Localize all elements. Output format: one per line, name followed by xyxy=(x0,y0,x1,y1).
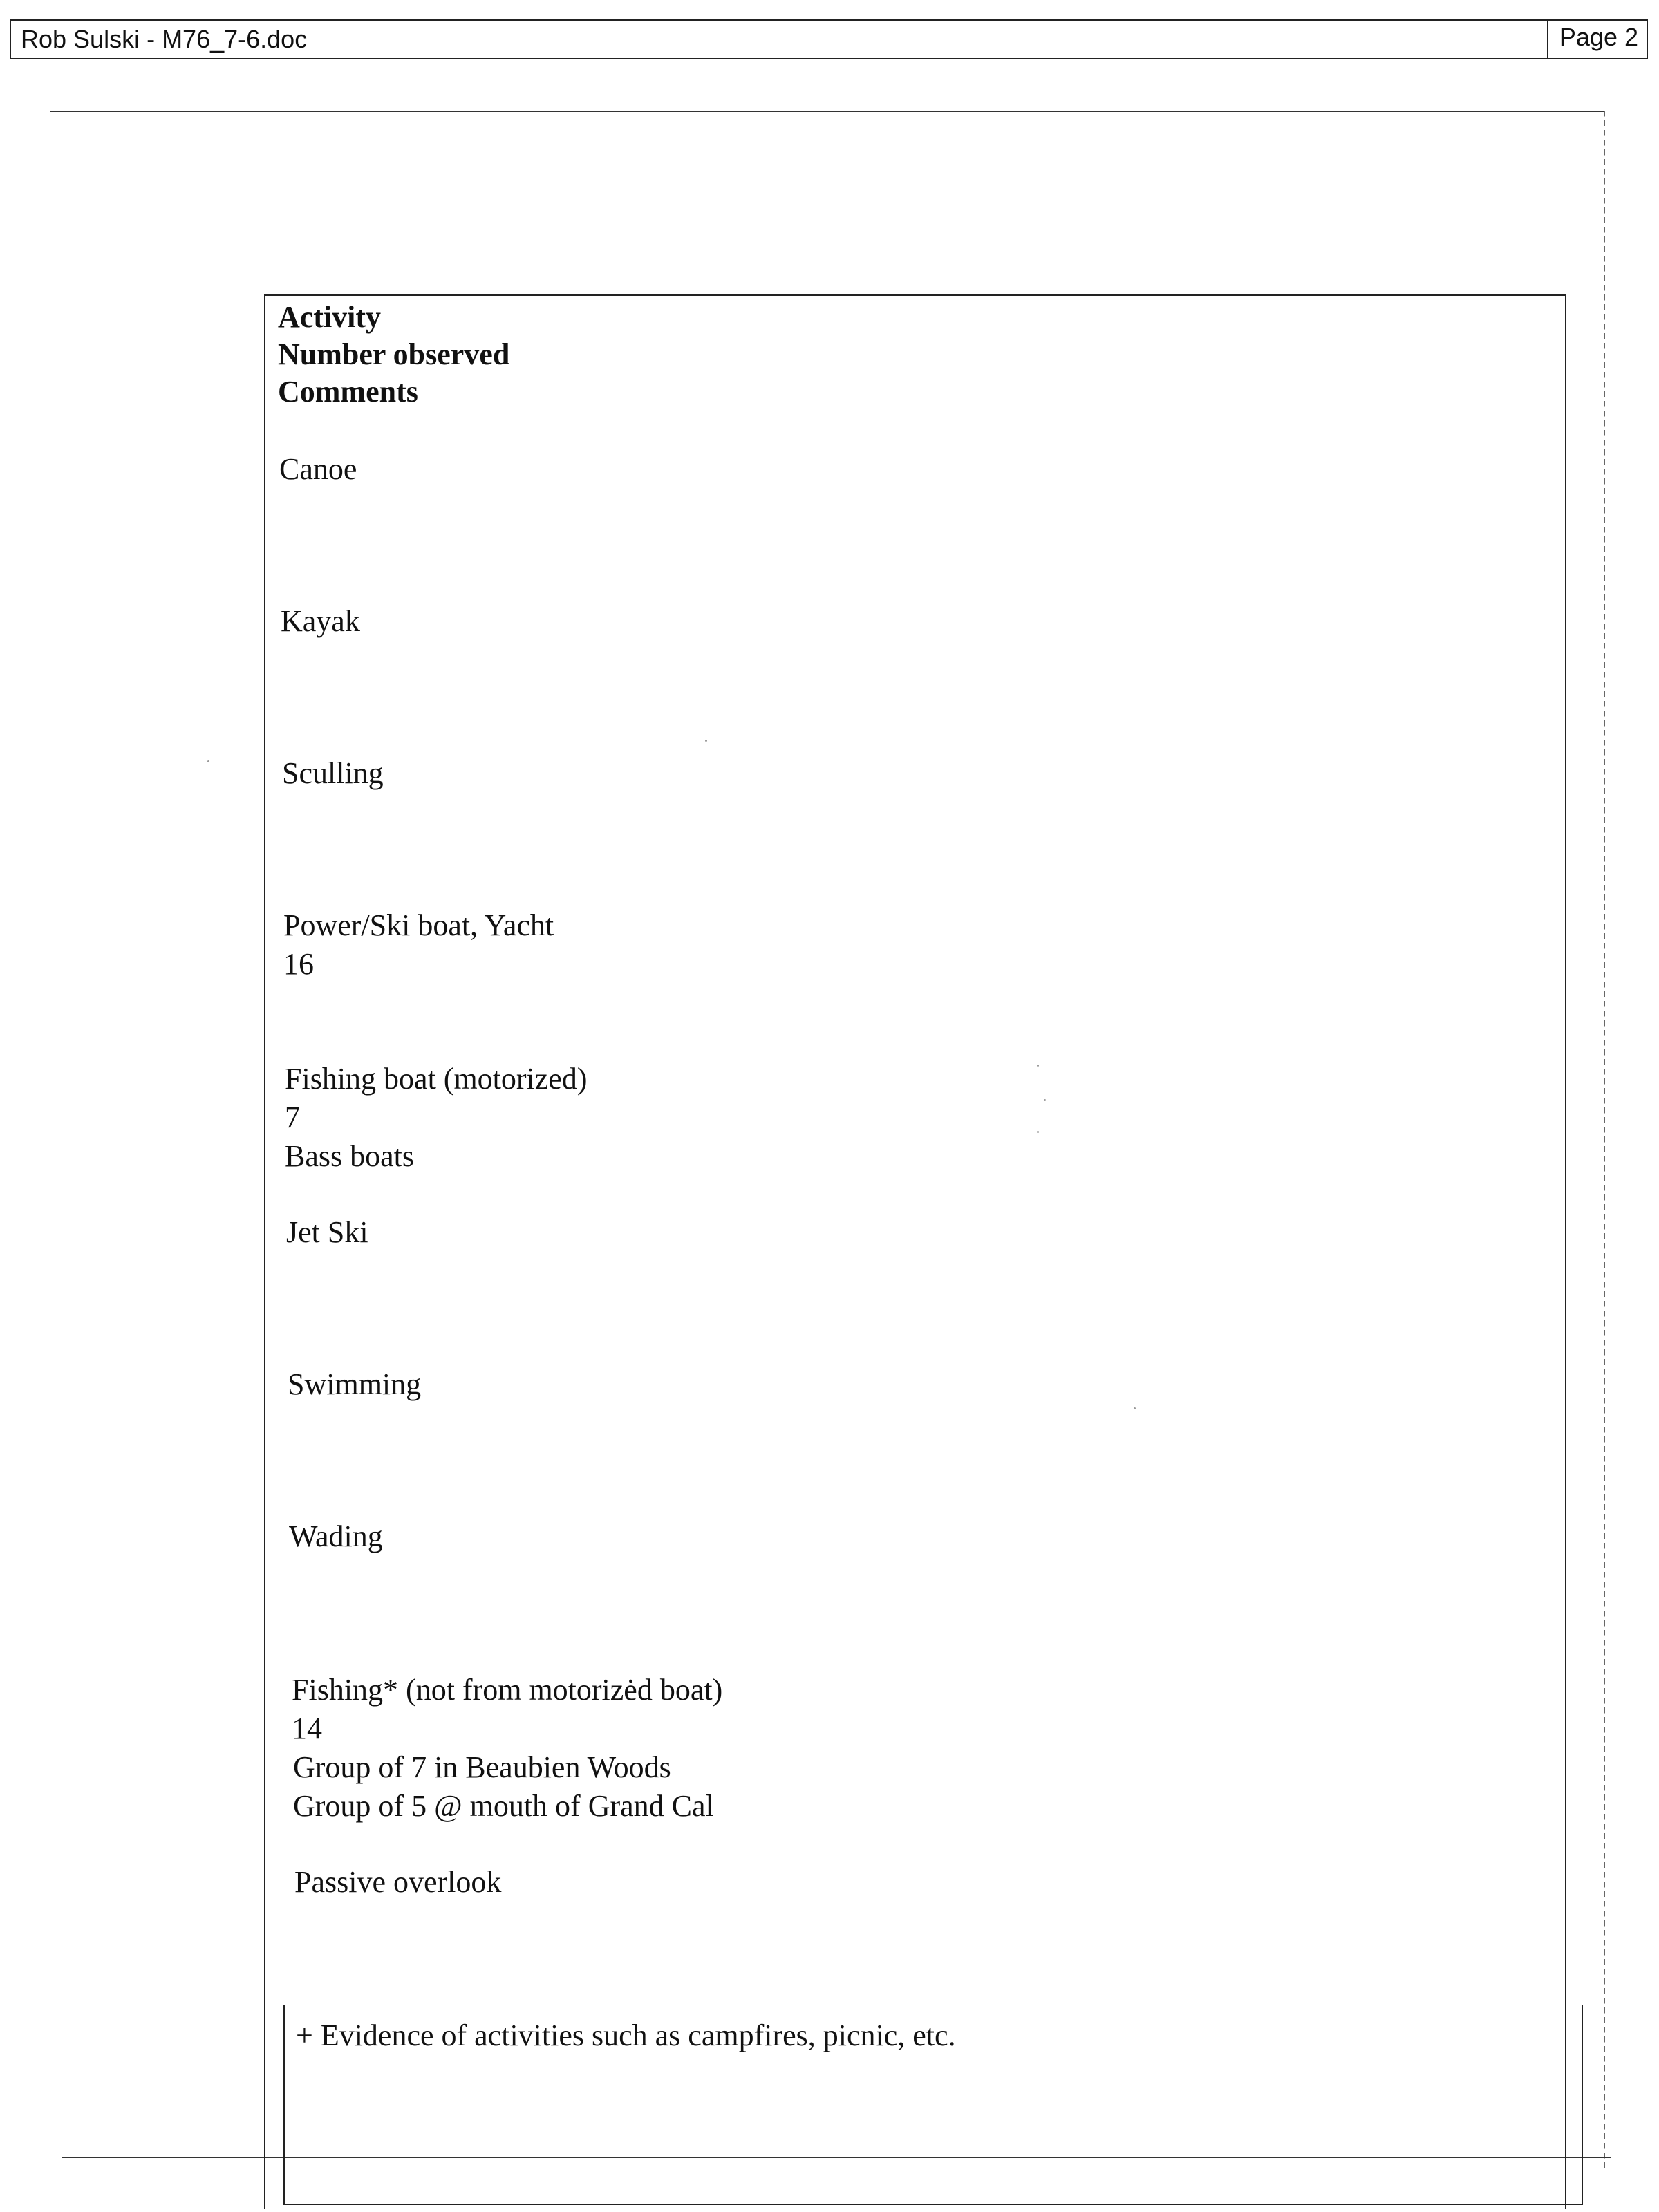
activity-kayak: Kayak xyxy=(281,604,360,638)
activity-jet-ski: Jet Ski xyxy=(286,1215,368,1249)
header-activity: Activity xyxy=(278,300,382,334)
document-title: Rob Sulski - M76_7-6.doc xyxy=(21,25,308,53)
activity-canoe: Canoe xyxy=(279,452,357,486)
header-comments: Comments xyxy=(278,375,418,409)
number-power-ski-boat: 16 xyxy=(283,947,314,981)
page-top-rule xyxy=(50,111,1605,112)
activity-swimming: Swimming xyxy=(288,1367,422,1401)
activity-sculling: Sculling xyxy=(282,756,384,790)
header-number-observed: Number observed xyxy=(278,337,510,371)
activity-table-frame xyxy=(264,294,1566,2209)
activity-wading: Wading xyxy=(289,1519,383,1553)
document-header xyxy=(10,19,1648,59)
number-fishing: 14 xyxy=(292,1712,322,1745)
comment-fishing-2: Group of 5 @ mouth of Grand Cal xyxy=(293,1789,714,1823)
scan-speck xyxy=(1037,1131,1039,1133)
scan-speck xyxy=(705,740,707,742)
activity-power-ski-boat: Power/Ski boat, Yacht xyxy=(283,908,554,942)
activity-fishing: Fishing* (not from motorizėd boat) xyxy=(292,1673,723,1707)
comment-fishing-1: Group of 7 in Beaubien Woods xyxy=(293,1750,671,1784)
page-number: Page 2 xyxy=(1547,19,1647,59)
number-fishing-boat: 7 xyxy=(285,1100,300,1134)
scan-speck xyxy=(1037,1065,1039,1067)
scan-speck xyxy=(1134,1407,1136,1409)
page-right-rule xyxy=(1604,111,1605,2171)
activity-fishing-boat: Fishing boat (motorized) xyxy=(285,1062,588,1096)
activity-evidence: + Evidence of activities such as campfires, picnic, etc. xyxy=(296,2018,956,2052)
activity-passive-overlook: Passive overlook xyxy=(294,1865,502,1899)
scan-speck xyxy=(1044,1099,1046,1101)
scan-speck xyxy=(207,760,209,762)
comment-fishing-boat: Bass boats xyxy=(285,1139,414,1173)
